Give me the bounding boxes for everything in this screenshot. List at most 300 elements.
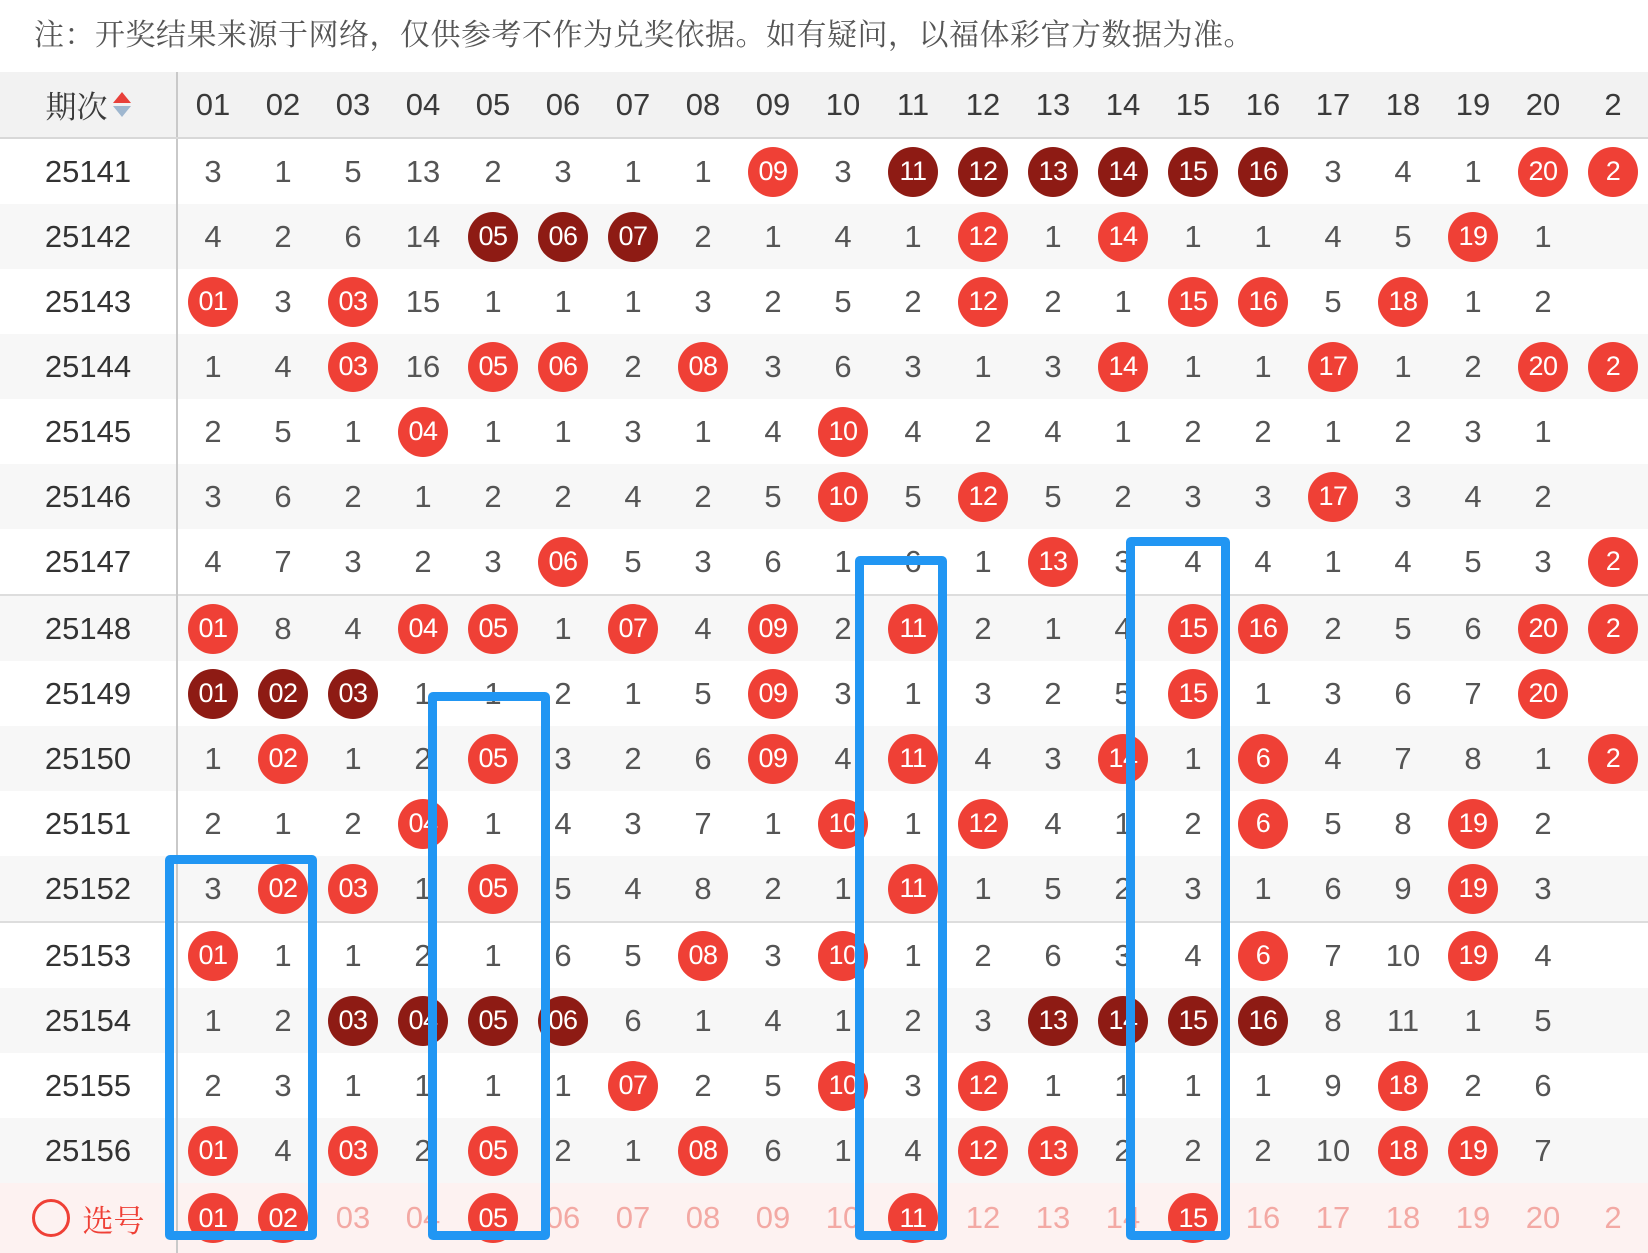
cell-14[interactable] <box>1088 138 1158 204</box>
cell-12[interactable] <box>948 334 1018 399</box>
unselected-number[interactable]: 16 <box>1245 1200 1281 1235</box>
cell-19[interactable] <box>1438 399 1508 464</box>
cell-02[interactable] <box>248 204 318 269</box>
cell-12[interactable] <box>948 791 1018 856</box>
cell-04[interactable] <box>388 269 458 334</box>
cell-18[interactable] <box>1368 138 1438 204</box>
cell-07[interactable] <box>598 988 668 1053</box>
cell-02[interactable] <box>248 922 318 988</box>
select-cell-02[interactable] <box>248 1183 318 1253</box>
cell-15[interactable] <box>1158 464 1228 529</box>
cell-13[interactable] <box>1018 661 1088 726</box>
cell-12[interactable] <box>948 138 1018 204</box>
cell-08[interactable] <box>668 529 738 595</box>
cell-16[interactable] <box>1228 856 1298 922</box>
cell-03[interactable] <box>318 138 388 204</box>
cell-2[interactable] <box>1578 464 1648 529</box>
cell-18[interactable] <box>1368 661 1438 726</box>
cell-20[interactable] <box>1508 791 1578 856</box>
cell-03[interactable] <box>318 334 388 399</box>
cell-2[interactable] <box>1578 138 1648 204</box>
cell-11[interactable] <box>878 922 948 988</box>
cell-2[interactable] <box>1578 529 1648 595</box>
header-col-09[interactable]: 09 <box>738 72 808 138</box>
header-col-2[interactable]: 2 <box>1578 72 1648 138</box>
cell-10[interactable] <box>808 1118 878 1183</box>
cell-07[interactable] <box>598 138 668 204</box>
cell-10[interactable] <box>808 204 878 269</box>
cell-18[interactable] <box>1368 791 1438 856</box>
select-cell-01[interactable] <box>177 1183 248 1253</box>
header-col-11[interactable]: 11 <box>878 72 948 138</box>
cell-10[interactable] <box>808 661 878 726</box>
cell-16[interactable] <box>1228 138 1298 204</box>
cell-19[interactable] <box>1438 204 1508 269</box>
header-col-04[interactable]: 04 <box>388 72 458 138</box>
header-col-13[interactable]: 13 <box>1018 72 1088 138</box>
cell-17[interactable] <box>1298 1053 1368 1118</box>
cell-20[interactable] <box>1508 922 1578 988</box>
select-cell-18[interactable] <box>1368 1183 1438 1253</box>
cell-10[interactable] <box>808 399 878 464</box>
cell-05[interactable] <box>458 922 528 988</box>
cell-01[interactable] <box>177 1118 248 1183</box>
cell-08[interactable] <box>668 595 738 661</box>
cell-10[interactable] <box>808 464 878 529</box>
cell-2[interactable] <box>1578 595 1648 661</box>
cell-15[interactable] <box>1158 1053 1228 1118</box>
cell-15[interactable] <box>1158 1118 1228 1183</box>
cell-02[interactable] <box>248 1118 318 1183</box>
cell-06[interactable] <box>528 464 598 529</box>
cell-19[interactable] <box>1438 595 1508 661</box>
unselected-number[interactable]: 18 <box>1385 1200 1421 1235</box>
cell-14[interactable] <box>1088 988 1158 1053</box>
cell-16[interactable] <box>1228 1118 1298 1183</box>
cell-05[interactable] <box>458 269 528 334</box>
cell-13[interactable] <box>1018 529 1088 595</box>
cell-18[interactable] <box>1368 204 1438 269</box>
cell-14[interactable] <box>1088 856 1158 922</box>
cell-2[interactable] <box>1578 399 1648 464</box>
cell-14[interactable] <box>1088 399 1158 464</box>
cell-15[interactable] <box>1158 922 1228 988</box>
cell-14[interactable] <box>1088 529 1158 595</box>
cell-11[interactable] <box>878 334 948 399</box>
select-cell-05[interactable] <box>458 1183 528 1253</box>
table-row[interactable] <box>0 726 1648 791</box>
cell-2[interactable] <box>1578 726 1648 791</box>
cell-08[interactable] <box>668 661 738 726</box>
cell-07[interactable] <box>598 726 668 791</box>
cell-15[interactable] <box>1158 988 1228 1053</box>
cell-05[interactable] <box>458 856 528 922</box>
cell-06[interactable] <box>528 661 598 726</box>
cell-2[interactable] <box>1578 1053 1648 1118</box>
cell-18[interactable] <box>1368 1053 1438 1118</box>
cell-09[interactable] <box>738 922 808 988</box>
cell-11[interactable] <box>878 138 948 204</box>
cell-05[interactable] <box>458 529 528 595</box>
cell-01[interactable] <box>177 464 248 529</box>
cell-14[interactable] <box>1088 464 1158 529</box>
cell-20[interactable] <box>1508 726 1578 791</box>
cell-09[interactable] <box>738 661 808 726</box>
cell-13[interactable] <box>1018 595 1088 661</box>
cell-11[interactable] <box>878 856 948 922</box>
cell-04[interactable] <box>388 791 458 856</box>
cell-14[interactable] <box>1088 1118 1158 1183</box>
cell-17[interactable] <box>1298 269 1368 334</box>
select-label-cell[interactable] <box>0 1183 177 1253</box>
cell-07[interactable] <box>598 269 668 334</box>
sort-ascending-icon[interactable] <box>113 92 131 103</box>
cell-12[interactable] <box>948 399 1018 464</box>
cell-20[interactable] <box>1508 269 1578 334</box>
unselected-number[interactable]: 20 <box>1525 1200 1561 1235</box>
select-cell-2[interactable] <box>1578 1183 1648 1253</box>
selected-number-ball[interactable]: 11 <box>888 1193 938 1243</box>
cell-02[interactable] <box>248 791 318 856</box>
cell-13[interactable] <box>1018 726 1088 791</box>
cell-12[interactable] <box>948 595 1018 661</box>
cell-17[interactable] <box>1298 204 1368 269</box>
cell-20[interactable] <box>1508 1053 1578 1118</box>
unselected-number[interactable]: 2 <box>1604 1200 1622 1235</box>
cell-17[interactable] <box>1298 988 1368 1053</box>
cell-02[interactable] <box>248 856 318 922</box>
cell-11[interactable] <box>878 791 948 856</box>
cell-06[interactable] <box>528 529 598 595</box>
cell-01[interactable] <box>177 988 248 1053</box>
cell-09[interactable] <box>738 334 808 399</box>
cell-06[interactable] <box>528 595 598 661</box>
cell-02[interactable] <box>248 399 318 464</box>
cell-18[interactable] <box>1368 464 1438 529</box>
table-row[interactable] <box>0 661 1648 726</box>
selected-number-ball[interactable]: 05 <box>468 1193 518 1243</box>
cell-2[interactable] <box>1578 334 1648 399</box>
cell-16[interactable] <box>1228 988 1298 1053</box>
cell-16[interactable] <box>1228 464 1298 529</box>
cell-16[interactable] <box>1228 726 1298 791</box>
cell-10[interactable] <box>808 595 878 661</box>
cell-03[interactable] <box>318 204 388 269</box>
cell-15[interactable] <box>1158 529 1228 595</box>
cell-05[interactable] <box>458 334 528 399</box>
cell-06[interactable] <box>528 1118 598 1183</box>
cell-14[interactable] <box>1088 726 1158 791</box>
cell-04[interactable] <box>388 1053 458 1118</box>
cell-12[interactable] <box>948 856 1018 922</box>
cell-10[interactable] <box>808 529 878 595</box>
table-row[interactable] <box>0 399 1648 464</box>
select-cell-14[interactable] <box>1088 1183 1158 1253</box>
cell-02[interactable] <box>248 595 318 661</box>
cell-04[interactable] <box>388 138 458 204</box>
cell-19[interactable] <box>1438 464 1508 529</box>
selected-number-ball[interactable]: 15 <box>1168 1193 1218 1243</box>
cell-12[interactable] <box>948 726 1018 791</box>
cell-03[interactable] <box>318 1118 388 1183</box>
cell-04[interactable] <box>388 1118 458 1183</box>
cell-17[interactable] <box>1298 661 1368 726</box>
unselected-number[interactable]: 06 <box>545 1200 581 1235</box>
cell-19[interactable] <box>1438 1053 1508 1118</box>
cell-03[interactable] <box>318 661 388 726</box>
cell-14[interactable] <box>1088 334 1158 399</box>
cell-03[interactable] <box>318 988 388 1053</box>
cell-02[interactable] <box>248 529 318 595</box>
header-col-06[interactable]: 06 <box>528 72 598 138</box>
cell-07[interactable] <box>598 399 668 464</box>
cell-19[interactable] <box>1438 791 1508 856</box>
cell-19[interactable] <box>1438 1118 1508 1183</box>
cell-20[interactable] <box>1508 988 1578 1053</box>
cell-18[interactable] <box>1368 856 1438 922</box>
cell-05[interactable] <box>458 791 528 856</box>
cell-02[interactable] <box>248 334 318 399</box>
cell-11[interactable] <box>878 529 948 595</box>
cell-03[interactable] <box>318 269 388 334</box>
unselected-number[interactable]: 10 <box>825 1200 861 1235</box>
cell-13[interactable] <box>1018 138 1088 204</box>
header-col-02[interactable]: 02 <box>248 72 318 138</box>
cell-17[interactable] <box>1298 464 1368 529</box>
cell-18[interactable] <box>1368 726 1438 791</box>
cell-08[interactable] <box>668 922 738 988</box>
cell-15[interactable] <box>1158 726 1228 791</box>
table-row[interactable] <box>0 529 1648 595</box>
table-row[interactable] <box>0 791 1648 856</box>
cell-08[interactable] <box>668 334 738 399</box>
cell-11[interactable] <box>878 661 948 726</box>
cell-17[interactable] <box>1298 529 1368 595</box>
cell-15[interactable] <box>1158 595 1228 661</box>
cell-14[interactable] <box>1088 791 1158 856</box>
header-col-05[interactable]: 05 <box>458 72 528 138</box>
cell-04[interactable] <box>388 334 458 399</box>
cell-08[interactable] <box>668 464 738 529</box>
cell-01[interactable] <box>177 204 248 269</box>
header-col-14[interactable]: 14 <box>1088 72 1158 138</box>
cell-06[interactable] <box>528 138 598 204</box>
cell-04[interactable] <box>388 661 458 726</box>
table-row[interactable] <box>0 1118 1648 1183</box>
cell-16[interactable] <box>1228 791 1298 856</box>
header-col-16[interactable]: 16 <box>1228 72 1298 138</box>
cell-01[interactable] <box>177 1053 248 1118</box>
table-row[interactable] <box>0 922 1648 988</box>
cell-11[interactable] <box>878 595 948 661</box>
select-cell-17[interactable] <box>1298 1183 1368 1253</box>
cell-09[interactable] <box>738 529 808 595</box>
unselected-number[interactable]: 12 <box>965 1200 1001 1235</box>
cell-19[interactable] <box>1438 726 1508 791</box>
cell-10[interactable] <box>808 726 878 791</box>
cell-17[interactable] <box>1298 595 1368 661</box>
header-col-10[interactable]: 10 <box>808 72 878 138</box>
cell-04[interactable] <box>388 204 458 269</box>
cell-17[interactable] <box>1298 856 1368 922</box>
cell-02[interactable] <box>248 988 318 1053</box>
unselected-number[interactable]: 09 <box>755 1200 791 1235</box>
cell-09[interactable] <box>738 138 808 204</box>
cell-19[interactable] <box>1438 661 1508 726</box>
cell-11[interactable] <box>878 1118 948 1183</box>
cell-20[interactable] <box>1508 1118 1578 1183</box>
cell-15[interactable] <box>1158 138 1228 204</box>
cell-01[interactable] <box>177 791 248 856</box>
cell-19[interactable] <box>1438 922 1508 988</box>
select-cell-10[interactable] <box>808 1183 878 1253</box>
cell-02[interactable] <box>248 661 318 726</box>
table-row[interactable] <box>0 269 1648 334</box>
cell-16[interactable] <box>1228 595 1298 661</box>
header-col-17[interactable]: 17 <box>1298 72 1368 138</box>
cell-11[interactable] <box>878 399 948 464</box>
cell-04[interactable] <box>388 464 458 529</box>
cell-07[interactable] <box>598 204 668 269</box>
cell-03[interactable] <box>318 922 388 988</box>
cell-07[interactable] <box>598 595 668 661</box>
cell-08[interactable] <box>668 399 738 464</box>
cell-02[interactable] <box>248 138 318 204</box>
cell-18[interactable] <box>1368 1118 1438 1183</box>
cell-19[interactable] <box>1438 334 1508 399</box>
cell-10[interactable] <box>808 334 878 399</box>
cell-04[interactable] <box>388 399 458 464</box>
cell-17[interactable] <box>1298 138 1368 204</box>
cell-05[interactable] <box>458 399 528 464</box>
cell-15[interactable] <box>1158 399 1228 464</box>
unselected-number[interactable]: 08 <box>685 1200 721 1235</box>
sort-descending-icon[interactable] <box>113 106 131 117</box>
cell-17[interactable] <box>1298 726 1368 791</box>
cell-08[interactable] <box>668 726 738 791</box>
cell-20[interactable] <box>1508 595 1578 661</box>
unselected-number[interactable]: 14 <box>1105 1200 1141 1235</box>
select-row[interactable] <box>0 1183 1648 1253</box>
cell-18[interactable] <box>1368 334 1438 399</box>
cell-03[interactable] <box>318 791 388 856</box>
cell-06[interactable] <box>528 1053 598 1118</box>
cell-02[interactable] <box>248 1053 318 1118</box>
cell-12[interactable] <box>948 464 1018 529</box>
cell-15[interactable] <box>1158 204 1228 269</box>
cell-18[interactable] <box>1368 269 1438 334</box>
cell-20[interactable] <box>1508 856 1578 922</box>
cell-09[interactable] <box>738 399 808 464</box>
cell-06[interactable] <box>528 922 598 988</box>
cell-18[interactable] <box>1368 922 1438 988</box>
cell-06[interactable] <box>528 269 598 334</box>
cell-09[interactable] <box>738 204 808 269</box>
select-cell-16[interactable] <box>1228 1183 1298 1253</box>
cell-05[interactable] <box>458 726 528 791</box>
select-cell-08[interactable] <box>668 1183 738 1253</box>
cell-08[interactable] <box>668 138 738 204</box>
cell-13[interactable] <box>1018 856 1088 922</box>
cell-17[interactable] <box>1298 334 1368 399</box>
cell-09[interactable] <box>738 1053 808 1118</box>
sort-arrows[interactable] <box>113 92 131 117</box>
cell-17[interactable] <box>1298 1118 1368 1183</box>
table-row[interactable] <box>0 138 1648 204</box>
cell-16[interactable] <box>1228 529 1298 595</box>
cell-13[interactable] <box>1018 204 1088 269</box>
select-cell-12[interactable] <box>948 1183 1018 1253</box>
cell-12[interactable] <box>948 269 1018 334</box>
cell-11[interactable] <box>878 464 948 529</box>
table-row[interactable] <box>0 204 1648 269</box>
cell-07[interactable] <box>598 661 668 726</box>
cell-01[interactable] <box>177 856 248 922</box>
cell-14[interactable] <box>1088 661 1158 726</box>
cell-09[interactable] <box>738 791 808 856</box>
cell-16[interactable] <box>1228 269 1298 334</box>
cell-10[interactable] <box>808 856 878 922</box>
cell-06[interactable] <box>528 334 598 399</box>
cell-06[interactable] <box>528 204 598 269</box>
unselected-number[interactable]: 17 <box>1315 1200 1351 1235</box>
cell-04[interactable] <box>388 529 458 595</box>
header-col-15[interactable]: 15 <box>1158 72 1228 138</box>
cell-09[interactable] <box>738 269 808 334</box>
cell-09[interactable] <box>738 464 808 529</box>
cell-20[interactable] <box>1508 529 1578 595</box>
unselected-number[interactable]: 03 <box>335 1200 371 1235</box>
cell-12[interactable] <box>948 988 1018 1053</box>
cell-19[interactable] <box>1438 529 1508 595</box>
cell-03[interactable] <box>318 464 388 529</box>
cell-04[interactable] <box>388 922 458 988</box>
cell-13[interactable] <box>1018 988 1088 1053</box>
cell-17[interactable] <box>1298 791 1368 856</box>
cell-13[interactable] <box>1018 399 1088 464</box>
cell-10[interactable] <box>808 269 878 334</box>
cell-08[interactable] <box>668 1118 738 1183</box>
cell-03[interactable] <box>318 1053 388 1118</box>
header-col-08[interactable]: 08 <box>668 72 738 138</box>
cell-10[interactable] <box>808 138 878 204</box>
cell-17[interactable] <box>1298 399 1368 464</box>
cell-07[interactable] <box>598 334 668 399</box>
cell-11[interactable] <box>878 269 948 334</box>
cell-15[interactable] <box>1158 269 1228 334</box>
header-col-03[interactable]: 03 <box>318 72 388 138</box>
cell-13[interactable] <box>1018 269 1088 334</box>
cell-01[interactable] <box>177 138 248 204</box>
cell-01[interactable] <box>177 595 248 661</box>
cell-07[interactable] <box>598 856 668 922</box>
cell-19[interactable] <box>1438 856 1508 922</box>
cell-11[interactable] <box>878 726 948 791</box>
header-col-20[interactable]: 20 <box>1508 72 1578 138</box>
cell-10[interactable] <box>808 988 878 1053</box>
unselected-number[interactable]: 13 <box>1035 1200 1071 1235</box>
unselected-number[interactable]: 07 <box>615 1200 651 1235</box>
cell-04[interactable] <box>388 988 458 1053</box>
select-cell-09[interactable] <box>738 1183 808 1253</box>
cell-11[interactable] <box>878 988 948 1053</box>
select-cell-06[interactable] <box>528 1183 598 1253</box>
cell-2[interactable] <box>1578 988 1648 1053</box>
cell-09[interactable] <box>738 726 808 791</box>
cell-07[interactable] <box>598 464 668 529</box>
cell-20[interactable] <box>1508 204 1578 269</box>
cell-13[interactable] <box>1018 922 1088 988</box>
